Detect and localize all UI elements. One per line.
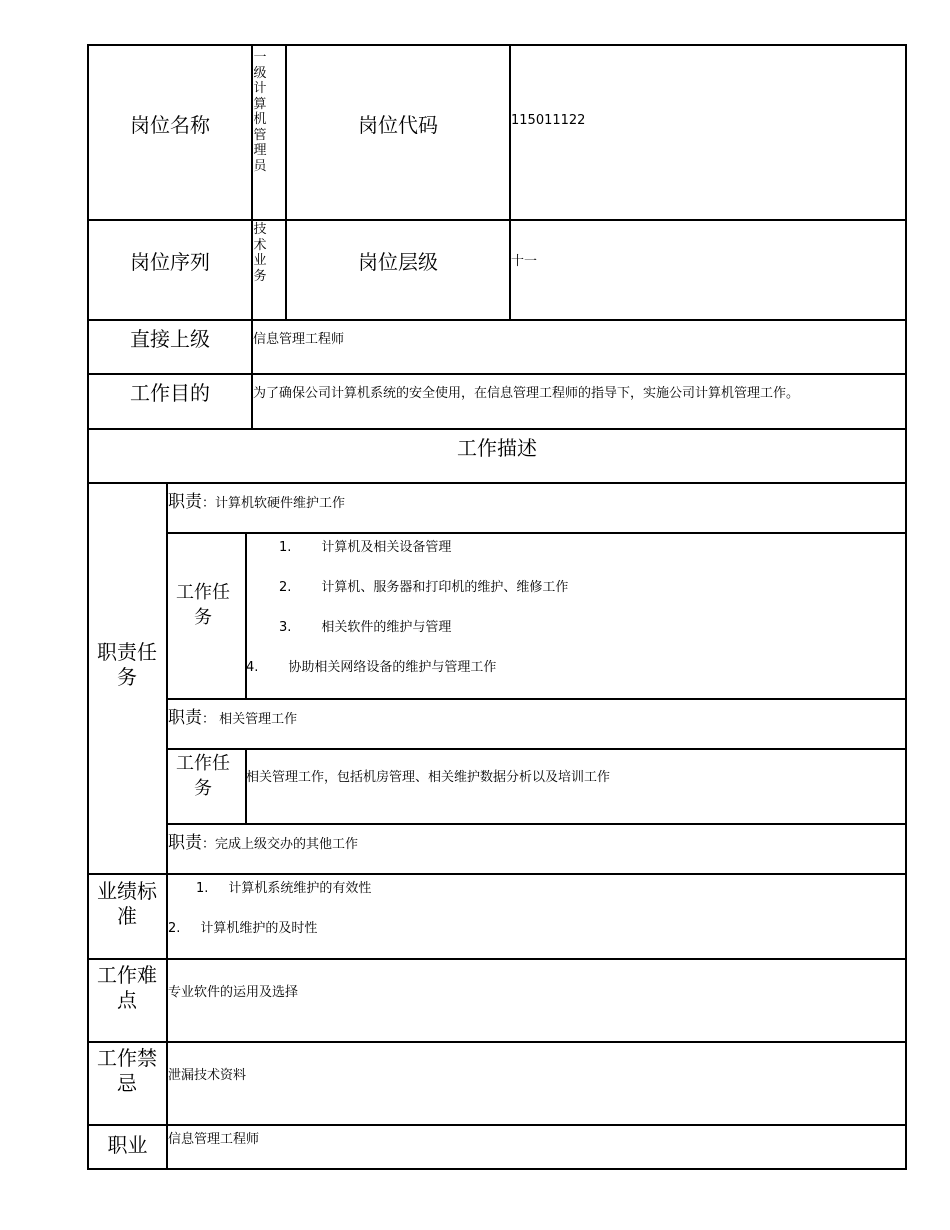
task-4-num: 4. — [246, 660, 259, 675]
row-divider — [87, 958, 907, 960]
row-divider — [87, 428, 907, 430]
post-code-value: 115011122 — [511, 113, 586, 128]
duty-2-task-text: 相关管理工作，包括机房管理、相关维护数据分析以及培训工作 — [246, 770, 611, 785]
col-divider — [245, 748, 247, 824]
row-divider — [87, 373, 907, 375]
taboo-label: 工作禁忌 — [97, 1046, 157, 1095]
row-divider — [166, 698, 907, 700]
post-name-value: 一级计算机管理员 — [253, 50, 267, 174]
col-divider — [509, 44, 511, 320]
post-level-label: 岗位层级 — [358, 250, 438, 274]
row-divider — [87, 319, 907, 321]
performance-item-2 — [168, 917, 317, 936]
performance-2-text: 计算机维护的及时性 — [200, 921, 318, 936]
duty-1-task-label: 工作任务 — [176, 582, 230, 628]
duty-1 — [168, 487, 345, 512]
duty-1-task-3 — [279, 616, 451, 635]
duties-label: 职责任务 — [97, 640, 157, 689]
row-divider — [166, 748, 907, 750]
task-3-text: 相关软件的维护与管理 — [321, 620, 452, 635]
performance-1-text: 计算机系统维护的有效性 — [228, 881, 372, 896]
purpose-value: 为了确保公司计算机系统的安全使用，在信息管理工程师的指导下，实施公司计算机管理工作。 — [253, 386, 800, 401]
post-name-label: 岗位名称 — [130, 113, 210, 137]
task-4-text: 协助相关网络设备的维护与管理工作 — [288, 660, 497, 675]
duty-3-text: ：完成上级交办的其他工作 — [202, 837, 359, 852]
duty-2-task-label: 工作任务 — [176, 753, 230, 799]
task-3-num: 3. — [279, 620, 292, 635]
post-series-label: 岗位序列 — [130, 250, 210, 274]
duty-1-prefix: 职责 — [168, 492, 202, 512]
row-divider — [166, 823, 907, 825]
row-divider — [87, 219, 907, 221]
duty-2-text: ： 相关管理工作 — [202, 712, 298, 727]
duty-1-task-2 — [279, 576, 568, 595]
post-code-label: 岗位代码 — [358, 113, 438, 137]
duty-2 — [168, 703, 297, 728]
difficulty-label: 工作难点 — [97, 963, 157, 1012]
duty-1-task-4 — [246, 656, 496, 675]
row-divider — [87, 1124, 907, 1126]
row-divider — [87, 873, 907, 875]
duty-1-text: ：计算机软硬件维护工作 — [202, 496, 346, 511]
difficulty-value: 专业软件的运用及选择 — [168, 985, 299, 1000]
task-2-num: 2. — [279, 580, 292, 595]
career-label: 职业 — [107, 1133, 148, 1157]
task-1-num: 1. — [279, 540, 292, 555]
performance-item-1 — [196, 877, 371, 896]
row-divider — [166, 532, 907, 534]
superior-value: 信息管理工程师 — [253, 332, 345, 347]
duty-3-prefix: 职责 — [168, 833, 202, 853]
post-level-value: 十一 — [511, 254, 538, 269]
duty-2-prefix: 职责 — [168, 708, 202, 728]
col-divider — [285, 44, 287, 320]
row-divider — [87, 482, 907, 484]
task-1-text: 计算机及相关设备管理 — [321, 540, 452, 555]
superior-label: 直接上级 — [130, 327, 210, 351]
performance-2-num: 2. — [168, 921, 181, 936]
performance-label: 业绩标准 — [97, 879, 157, 928]
task-2-text: 计算机、服务器和打印机的维护、维修工作 — [321, 580, 569, 595]
performance-1-num: 1. — [196, 881, 209, 896]
duty-3 — [168, 828, 358, 853]
description-title: 工作描述 — [457, 436, 537, 460]
purpose-label: 工作目的 — [130, 381, 210, 405]
duty-1-task-1 — [279, 536, 451, 555]
post-series-value: 技术业务 — [253, 222, 267, 284]
taboo-value: 泄漏技术资料 — [168, 1068, 247, 1083]
row-divider — [87, 1041, 907, 1043]
career-value: 信息管理工程师 — [168, 1132, 260, 1147]
